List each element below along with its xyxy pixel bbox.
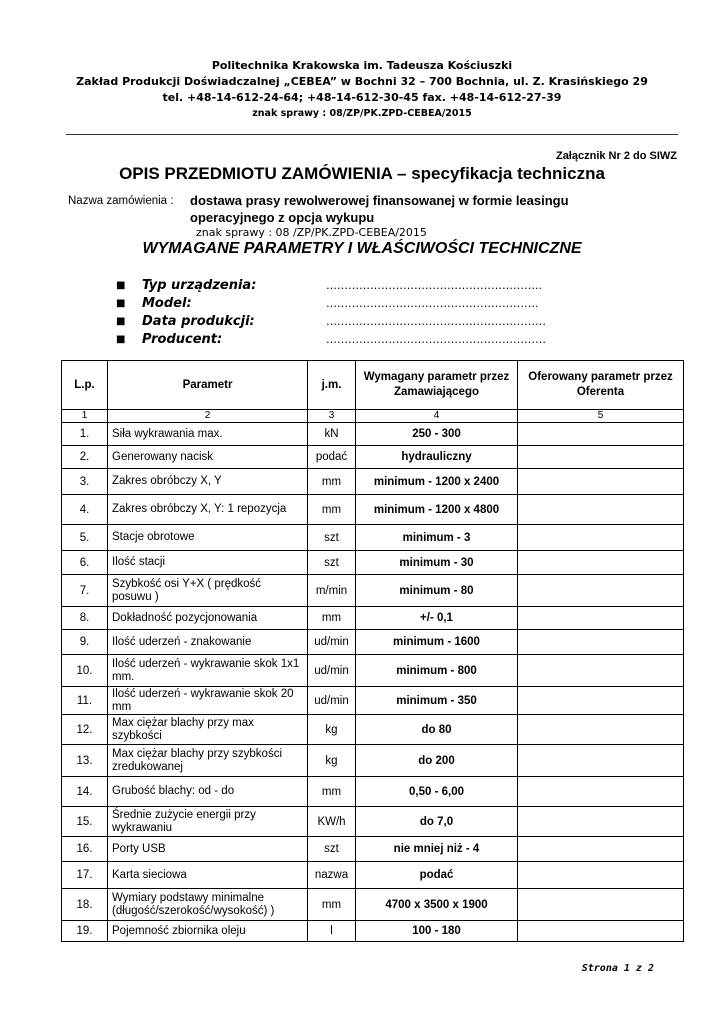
parameter-name: Ilość stacji <box>108 551 308 575</box>
bullet-icon: ■ <box>116 334 126 345</box>
row-number: 19. <box>62 921 108 942</box>
row-number: 10. <box>62 655 108 687</box>
table-row <box>62 715 684 745</box>
table-row <box>62 655 684 687</box>
row-number: 5. <box>62 525 108 551</box>
offered-value[interactable] <box>518 655 684 687</box>
required-value: minimum - 1200 x 4800 <box>356 495 518 525</box>
device-field-label: Typ urządzenia: <box>142 278 257 293</box>
offered-value[interactable] <box>518 777 684 807</box>
required-value: minimum - 1200 x 2400 <box>356 469 518 495</box>
offered-value[interactable] <box>518 687 684 715</box>
row-number: 15. <box>62 807 108 837</box>
offered-value[interactable] <box>518 469 684 495</box>
order-name-value: dostawa prasy rewolwerowej finansowanej w formie leasingu operacyjnego z opcja wykupu <box>190 193 569 225</box>
table-row <box>62 862 684 889</box>
header-parameter: Parametr <box>108 361 308 410</box>
table-row <box>62 469 684 495</box>
required-value: nie mniej niż - 4 <box>356 837 518 862</box>
offered-value[interactable] <box>518 630 684 655</box>
table-row <box>62 423 684 446</box>
required-value: +/- 0,1 <box>356 607 518 630</box>
parameter-name: Max ciężar blachy przy szybkości zredukowanej <box>108 745 308 777</box>
device-field-blank[interactable]: …………………………………………………… <box>326 333 546 346</box>
table-row <box>62 777 684 807</box>
offered-value[interactable] <box>518 525 684 551</box>
attachment-label: Załącznik Nr 2 do SIWZ <box>555 150 677 162</box>
device-field-blank[interactable]: …………………………………………………. <box>326 297 539 310</box>
row-number: 9. <box>62 630 108 655</box>
header-required: Wymagany parametr przez Zamawiającego <box>356 361 518 410</box>
unit: ud/min <box>308 655 356 687</box>
table-row <box>62 575 684 607</box>
table-row <box>62 745 684 777</box>
required-value: do 80 <box>356 715 518 745</box>
required-value: 100 - 180 <box>356 921 518 942</box>
required-value: minimum - 1600 <box>356 630 518 655</box>
order-name-label: Nazwa zamówienia : <box>68 195 174 207</box>
header-case-number: znak sprawy : 08/ZP/PK.ZPD-CEBEA/2015 <box>252 108 472 119</box>
unit: mm <box>308 889 356 921</box>
header-divider <box>66 134 678 135</box>
parameter-name: Generowany nacisk <box>108 446 308 469</box>
unit: KW/h <box>308 807 356 837</box>
unit: l <box>308 921 356 942</box>
parameter-name: Karta sieciowa <box>108 862 308 889</box>
required-value: minimum - 30 <box>356 551 518 575</box>
unit: m/min <box>308 575 356 607</box>
column-number: 4 <box>356 410 518 423</box>
offered-value[interactable] <box>518 837 684 862</box>
offered-value[interactable] <box>518 862 684 889</box>
unit: kg <box>308 715 356 745</box>
unit: mm <box>308 469 356 495</box>
table-row <box>62 921 684 942</box>
required-value: 4700 x 3500 x 1900 <box>356 889 518 921</box>
offered-value[interactable] <box>518 575 684 607</box>
institution-name: Politechnika Krakowska im. Tadeusza Kościuszki <box>211 59 513 72</box>
contact-phones: tel. +48-14-612-24-64; +48-14-612-30-45 fax. +48-14-612-27-39 <box>162 91 562 104</box>
table-row <box>62 551 684 575</box>
unit: mm <box>308 495 356 525</box>
device-field-label: Data produkcji: <box>142 314 255 329</box>
parameter-name: Wymiary podstawy minimalne (długość/szerokość/wysokość) ) <box>108 889 308 921</box>
row-number: 18. <box>62 889 108 921</box>
required-value: minimum - 800 <box>356 655 518 687</box>
column-number: 1 <box>62 410 108 423</box>
document-title: OPIS PRZEDMIOTU ZAMÓWIENIA – specyfikacja techniczna <box>119 164 605 183</box>
offered-value[interactable] <box>518 807 684 837</box>
offered-value[interactable] <box>518 495 684 525</box>
parameter-name: Średnie zużycie energii przy wykrawaniu <box>108 807 308 837</box>
unit: szt <box>308 837 356 862</box>
row-number: 7. <box>62 575 108 607</box>
table-header-row <box>62 361 684 410</box>
row-number: 1. <box>62 423 108 446</box>
column-number: 5 <box>518 410 684 423</box>
device-field-label: Producent: <box>142 332 223 347</box>
table-row <box>62 889 684 921</box>
offered-value[interactable] <box>518 423 684 446</box>
device-field-blank[interactable]: …………………………………………………… <box>326 315 546 328</box>
table-row <box>62 837 684 862</box>
offered-value[interactable] <box>518 745 684 777</box>
bullet-icon: ■ <box>116 280 126 291</box>
column-number-row <box>62 410 684 423</box>
offered-value[interactable] <box>518 446 684 469</box>
offered-value[interactable] <box>518 921 684 942</box>
department-address: Zakład Produkcji Doświadczalnej „CEBEA” w Bochni 32 – 700 Bochnia, ul. Z. Krasińskiego 29 <box>76 75 648 88</box>
required-value: minimum - 350 <box>356 687 518 715</box>
offered-value[interactable] <box>518 715 684 745</box>
row-number: 12. <box>62 715 108 745</box>
row-number: 16. <box>62 837 108 862</box>
parameter-name: Siła wykrawania max. <box>108 423 308 446</box>
table-row <box>62 525 684 551</box>
unit: kN <box>308 423 356 446</box>
bullet-icon: ■ <box>116 298 126 309</box>
row-number: 2. <box>62 446 108 469</box>
column-number: 2 <box>108 410 308 423</box>
table-row <box>62 630 684 655</box>
column-number: 3 <box>308 410 356 423</box>
row-number: 3. <box>62 469 108 495</box>
row-number: 13. <box>62 745 108 777</box>
parameter-name: Porty USB <box>108 837 308 862</box>
case-number: znak sprawy : 08 /ZP/PK.ZPD-CEBEA/2015 <box>196 226 427 239</box>
required-value: do 7,0 <box>356 807 518 837</box>
specification-table <box>61 360 684 942</box>
header-unit: j.m. <box>308 361 356 410</box>
parameter-name: Pojemność zbiornika oleju <box>108 921 308 942</box>
parameter-name: Zakres obróbczy X, Y <box>108 469 308 495</box>
unit: ud/min <box>308 687 356 715</box>
device-field-blank[interactable]: ………………………………………………….. <box>326 279 542 292</box>
row-number: 11. <box>62 687 108 715</box>
unit: mm <box>308 777 356 807</box>
page-number: Strona 1 z 2 <box>581 963 654 974</box>
device-field-label: Model: <box>142 296 192 311</box>
required-value: 250 - 300 <box>356 423 518 446</box>
requirements-title: WYMAGANE PARAMETRY I WŁAŚCIWOŚCI TECHNICZNE <box>142 240 582 257</box>
parameter-name: Max ciężar blachy przy max szybkości <box>108 715 308 745</box>
row-number: 8. <box>62 607 108 630</box>
unit: szt <box>308 525 356 551</box>
specification-rows <box>62 423 684 942</box>
required-value: 0,50 - 6,00 <box>356 777 518 807</box>
table-row <box>62 687 684 715</box>
header-offered: Oferowany parametr przez Oferenta <box>518 361 684 410</box>
required-value: minimum - 3 <box>356 525 518 551</box>
required-value: hydrauliczny <box>356 446 518 469</box>
row-number: 14. <box>62 777 108 807</box>
header-lp: L.p. <box>62 361 108 410</box>
offered-value[interactable] <box>518 551 684 575</box>
parameter-name: Ilość uderzeń - wykrawanie skok 1x1 mm. <box>108 655 308 687</box>
unit: kg <box>308 745 356 777</box>
offered-value[interactable] <box>518 889 684 921</box>
unit: nazwa <box>308 862 356 889</box>
parameter-name: Ilość uderzeń - znakowanie <box>108 630 308 655</box>
parameter-name: Stacje obrotowe <box>108 525 308 551</box>
parameter-name: Grubość blachy: od - do <box>108 777 308 807</box>
unit: mm <box>308 607 356 630</box>
unit: ud/min <box>308 630 356 655</box>
table-row <box>62 495 684 525</box>
row-number: 4. <box>62 495 108 525</box>
parameter-name: Dokładność pozycjonowania <box>108 607 308 630</box>
unit: podać <box>308 446 356 469</box>
table-row <box>62 607 684 630</box>
bullet-icon: ■ <box>116 316 126 327</box>
required-value: do 200 <box>356 745 518 777</box>
required-value: podać <box>356 862 518 889</box>
parameter-name: Ilość uderzeń - wykrawanie skok 20 mm <box>108 687 308 715</box>
table-row <box>62 807 684 837</box>
required-value: minimum - 80 <box>356 575 518 607</box>
row-number: 6. <box>62 551 108 575</box>
table-row <box>62 446 684 469</box>
row-number: 17. <box>62 862 108 889</box>
parameter-name: Szybkość osi Y+X ( prędkość posuwu ) <box>108 575 308 607</box>
parameter-name: Zakres obróbczy X, Y: 1 repozycja <box>108 495 308 525</box>
offered-value[interactable] <box>518 607 684 630</box>
unit: szt <box>308 551 356 575</box>
